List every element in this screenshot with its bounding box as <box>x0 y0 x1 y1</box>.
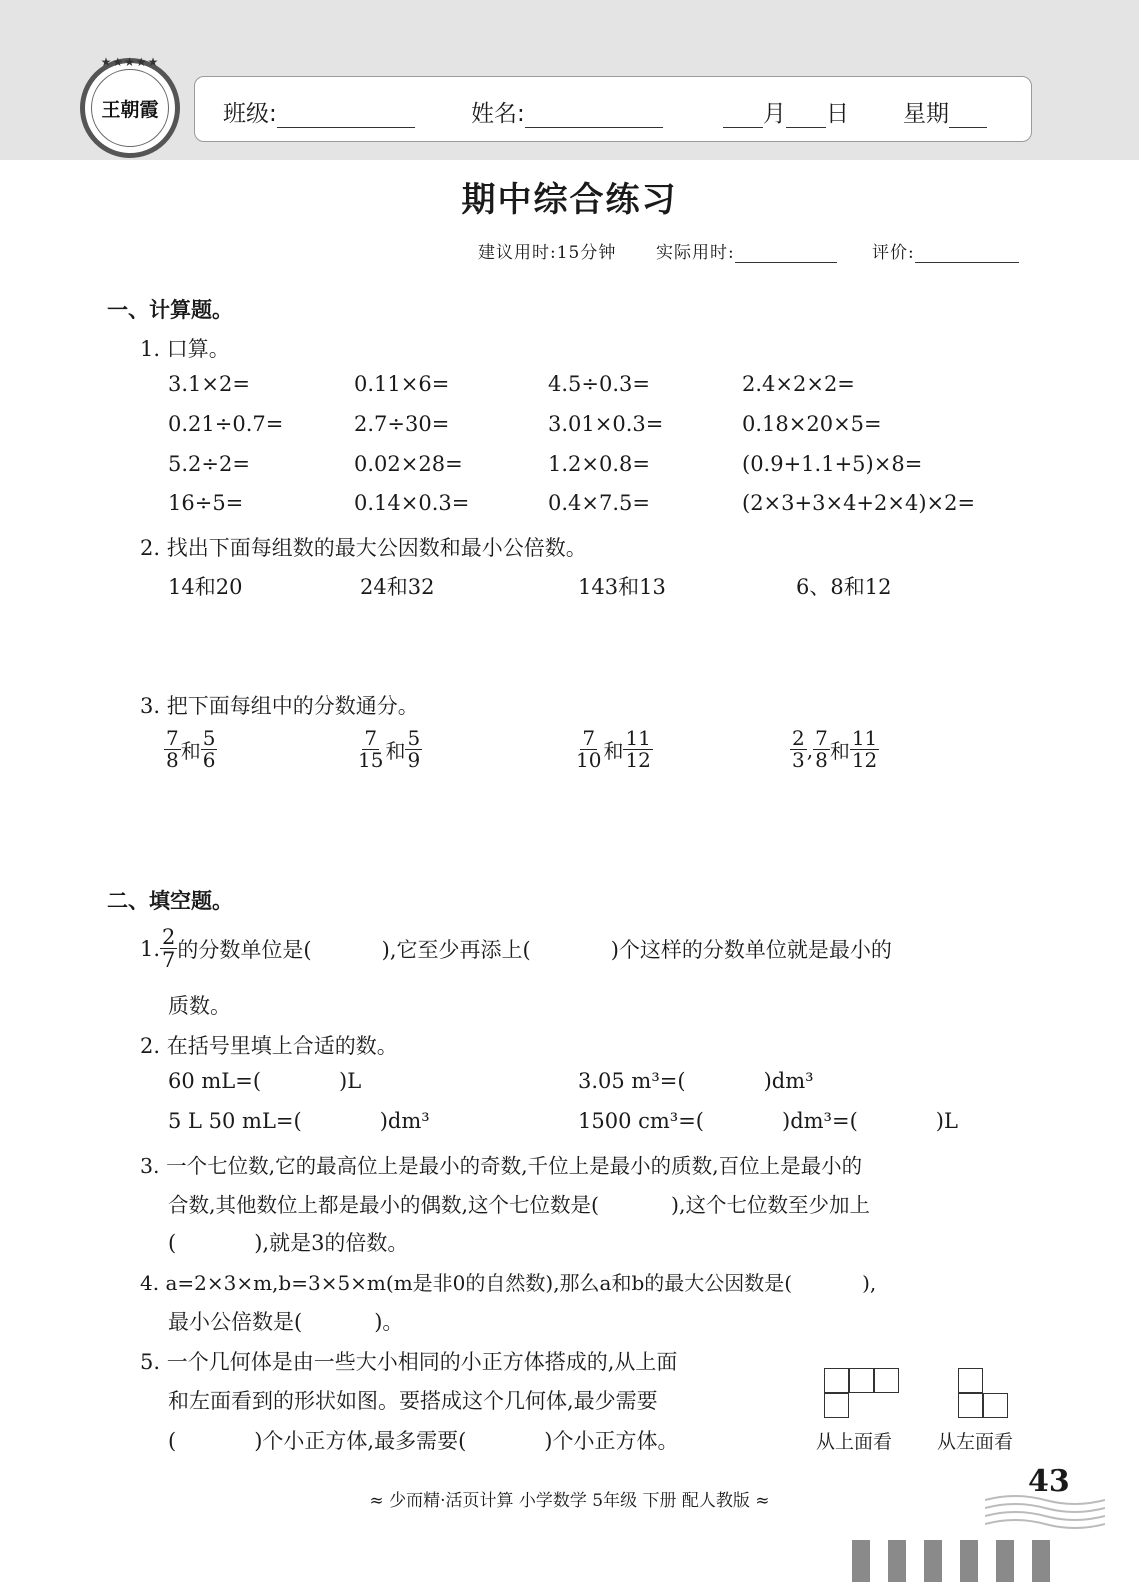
s2-q2-a <box>168 1069 361 1093</box>
text: )L <box>935 1109 958 1133</box>
gcd-group-3: 143和13 <box>578 575 666 599</box>
calc-item: 2.7÷30= <box>354 412 450 436</box>
calc-item: 2.4×2×2= <box>742 372 855 396</box>
calc-item: 16÷5= <box>168 491 244 515</box>
text: 的分数单位是( <box>177 937 312 962</box>
student-info-box <box>194 76 1032 142</box>
cube-square <box>849 1368 874 1393</box>
text: ), <box>862 1271 877 1295</box>
fraction-group-3 <box>574 728 653 771</box>
footer-text: ≈ 少而精·活页计算 小学数学 5年级 下册 配人教版 ≈ <box>369 1491 770 1511</box>
numerator: 11 <box>625 726 651 750</box>
logo-ring <box>91 69 169 147</box>
cube-square <box>824 1393 849 1418</box>
fraction <box>790 728 807 771</box>
text: 合数,其他数位上都是最小的偶数,这个七位数是( <box>168 1193 600 1217</box>
binding-mark <box>852 1540 870 1582</box>
denominator: 8 <box>166 748 179 772</box>
left-view-caption: 从左面看 <box>937 1431 1014 1453</box>
calc-item: 5.2÷2= <box>168 452 250 476</box>
calc-item: 1.2×0.8= <box>548 452 650 476</box>
and-word: 和 <box>829 739 850 763</box>
fraction <box>201 728 218 771</box>
calc-item: 0.18×20×5= <box>742 412 882 436</box>
s2-q2-label: 2. 在括号里填上合适的数。 <box>140 1034 398 1058</box>
numerator: 7 <box>582 726 596 750</box>
actual-time-blank[interactable] <box>735 240 837 263</box>
s2-q5-line1: 5. 一个几何体是由一些大小相同的小正方体搭成的,从上面 <box>140 1350 678 1374</box>
fraction-group-2 <box>356 728 422 771</box>
name-blank[interactable] <box>525 105 663 128</box>
s2-q3-line2 <box>168 1188 870 1218</box>
name-field[interactable] <box>471 95 663 128</box>
wave-decoration-icon <box>985 1490 1105 1530</box>
fraction-group-4 <box>790 728 879 771</box>
s1-q3-label: 3. 把下面每组中的分数通分。 <box>140 694 419 718</box>
numerator: 7 <box>166 726 179 750</box>
name-label: 姓名: <box>471 101 525 127</box>
calc-item: 0.14×0.3= <box>354 491 470 515</box>
calc-item: (2×3+3×4+2×4)×2= <box>742 491 976 515</box>
and-word: 和 <box>385 739 406 763</box>
page-number: 43 <box>1028 1464 1070 1499</box>
cube-square <box>874 1368 899 1393</box>
day-blank[interactable] <box>786 105 826 128</box>
s2-q1-line1 <box>140 926 892 971</box>
actual-time <box>656 238 837 263</box>
binding-mark <box>960 1540 978 1582</box>
actual-time-label: 实际用时: <box>656 243 735 263</box>
numerator: 2 <box>162 925 176 949</box>
s2-q5-line3 <box>168 1425 678 1455</box>
text: )dm³=( <box>782 1109 858 1133</box>
top-view-caption: 从上面看 <box>816 1431 893 1453</box>
binding-mark <box>888 1540 906 1582</box>
day-label: 日 <box>826 101 849 127</box>
logo-stars: ★★★★★ <box>100 55 160 69</box>
denominator: 6 <box>202 748 216 772</box>
question-number: 1. <box>140 936 161 961</box>
fraction <box>850 728 879 771</box>
text: )dm³ <box>763 1069 814 1093</box>
binding-mark <box>996 1540 1014 1582</box>
class-label: 班级: <box>223 101 277 127</box>
text: ( <box>168 1429 177 1453</box>
text: ( <box>168 1231 177 1255</box>
s2-q1-line2: 质数。 <box>168 994 231 1018</box>
gcd-group-2: 24和32 <box>360 575 435 599</box>
numerator: 11 <box>851 726 878 750</box>
month-blank[interactable] <box>723 105 763 128</box>
denominator: 3 <box>792 748 805 772</box>
text: )。 <box>374 1310 404 1334</box>
weekday-field[interactable] <box>903 95 987 128</box>
s2-q2-b <box>578 1069 814 1093</box>
calc-item: 0.21÷0.7= <box>168 412 284 436</box>
and-word: 和 <box>180 739 201 763</box>
weekday-label: 星期 <box>903 101 949 127</box>
text: 3.05 m³=( <box>578 1069 686 1093</box>
calc-item: 3.1×2= <box>168 372 250 396</box>
text: ),它至少再添上( <box>381 937 531 962</box>
denominator: 9 <box>407 748 421 772</box>
text: 最小公倍数是( <box>168 1310 303 1334</box>
fraction <box>623 728 652 771</box>
s2-q5-line2: 和左面看到的形状如图。要搭成这个几何体,最少需要 <box>168 1389 658 1413</box>
section2-heading: 二、填空题。 <box>107 889 233 913</box>
suggested-time: 建议用时:15分钟 <box>478 243 617 263</box>
calc-item: (0.9+1.1+5)×8= <box>742 452 923 476</box>
comma: , <box>806 737 814 762</box>
fraction <box>813 728 830 771</box>
calc-item: 0.02×28= <box>354 452 463 476</box>
numerator: 5 <box>202 726 216 750</box>
date-field[interactable] <box>723 95 849 128</box>
numerator: 7 <box>815 726 828 750</box>
publisher-logo <box>80 55 180 158</box>
cube-square <box>958 1393 983 1418</box>
calc-item: 4.5÷0.3= <box>548 372 650 396</box>
gcd-group-1: 14和20 <box>168 575 243 599</box>
evaluation-blank[interactable] <box>915 240 1019 263</box>
text: )L <box>339 1069 362 1093</box>
evaluation <box>872 238 1019 263</box>
fraction <box>164 728 181 771</box>
s2-q3-line3 <box>168 1227 408 1257</box>
and-word: 和 <box>603 739 624 763</box>
text: 4. a=2×3×m,b=3×5×m(m是非0的自然数),那么a和b的最大公因数是( <box>140 1271 793 1295</box>
denominator: 15 <box>358 748 384 772</box>
numerator: 2 <box>792 726 805 750</box>
text: )dm³ <box>379 1109 430 1133</box>
text: )个这样的分数单位就是最小的 <box>610 937 892 962</box>
weekday-blank[interactable] <box>949 105 987 128</box>
logo-brand: 王朝霞 <box>101 98 159 121</box>
text: )个小正方体。 <box>544 1429 679 1453</box>
denominator: 7 <box>162 948 176 973</box>
month-label: 月 <box>763 101 786 127</box>
s2-q4-line1 <box>140 1267 876 1296</box>
denominator: 12 <box>625 748 651 772</box>
denominator: 10 <box>576 748 602 772</box>
text: 60 mL=( <box>168 1069 262 1093</box>
s2-q4-line2 <box>168 1306 403 1336</box>
fraction <box>356 728 385 771</box>
binding-mark <box>924 1540 942 1582</box>
class-field[interactable] <box>223 95 415 128</box>
class-blank[interactable] <box>277 105 415 128</box>
calc-item: 0.4×7.5= <box>548 491 650 515</box>
fraction-group-1 <box>164 728 217 771</box>
fraction <box>405 728 422 771</box>
numerator: 5 <box>407 726 421 750</box>
cube-square <box>824 1368 849 1393</box>
s1-q1-label: 1. 口算。 <box>140 337 230 361</box>
numerator: 7 <box>364 726 378 750</box>
calc-item: 3.01×0.3= <box>548 412 664 436</box>
text: ),就是3的倍数。 <box>254 1231 409 1255</box>
s2-q2-c <box>168 1109 430 1133</box>
page-title: 期中综合练习 <box>461 180 678 220</box>
text: ),这个七位数至少加上 <box>671 1193 871 1217</box>
fraction <box>160 926 177 971</box>
text: 5 L 50 mL=( <box>168 1109 302 1133</box>
cube-square <box>983 1393 1008 1418</box>
text: )个小正方体,最多需要( <box>254 1429 467 1453</box>
section1-heading: 一、计算题。 <box>107 298 233 322</box>
s2-q2-d <box>578 1109 958 1133</box>
text: 1500 cm³=( <box>578 1109 704 1133</box>
s2-q3-line1: 3. 一个七位数,它的最高位上是最小的奇数,千位上是最小的质数,百位上是最小的 <box>140 1154 863 1178</box>
binding-mark <box>1032 1540 1050 1582</box>
fraction <box>574 728 603 771</box>
denominator: 12 <box>851 748 878 772</box>
denominator: 8 <box>815 748 828 772</box>
cube-square <box>958 1368 983 1393</box>
calc-item: 0.11×6= <box>354 372 450 396</box>
evaluation-label: 评价: <box>872 243 915 263</box>
s1-q2-label: 2. 找出下面每组数的最大公因数和最小公倍数。 <box>140 536 587 560</box>
gcd-group-4: 6、8和12 <box>796 575 892 599</box>
